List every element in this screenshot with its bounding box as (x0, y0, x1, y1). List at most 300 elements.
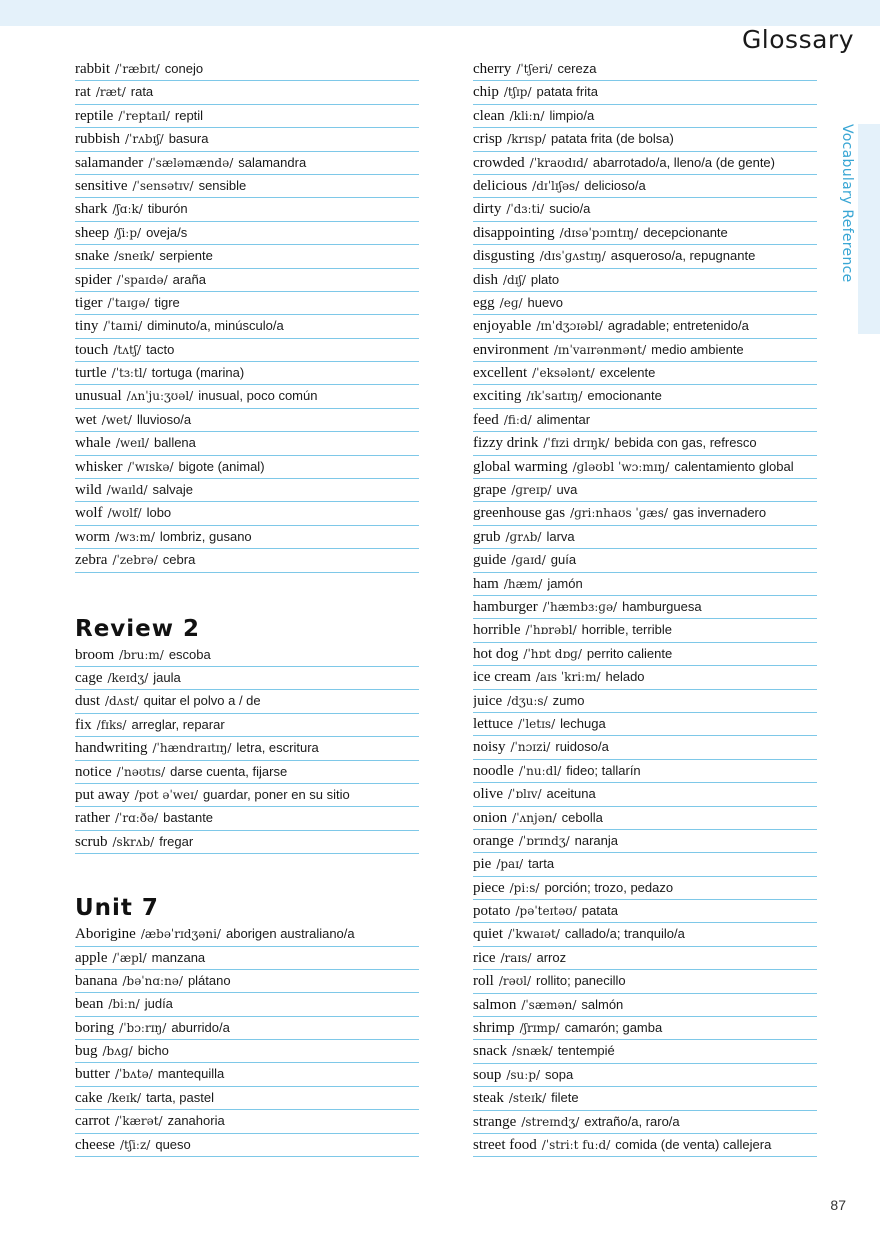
entry-word: ice cream (473, 669, 531, 686)
entry-pronunciation: /ˈsæmən/ (521, 997, 577, 1012)
entry-translation: calentamiento global (674, 458, 794, 474)
entry-pronunciation: /ˈɒlɪv/ (508, 787, 542, 802)
entry-word: whale (75, 435, 111, 452)
entry-translation: serpiente (159, 248, 213, 264)
entry-translation: salvaje (152, 482, 194, 498)
glossary-entry (473, 175, 817, 198)
entry-translation: tarta, pastel (146, 1089, 214, 1105)
glossary-entry (473, 830, 817, 853)
entry-translation: bastante (163, 810, 214, 826)
entry-pronunciation: /hæm/ (503, 576, 543, 591)
entry-pronunciation: /aɪs ˈkriːm/ (535, 670, 601, 685)
entry-word: carrot (75, 1113, 110, 1130)
entry-pronunciation: /ɡriːnhaʊs ˈɡæs/ (570, 506, 668, 521)
entry-pronunciation: /pʊt əˈweɪ/ (134, 787, 199, 802)
entry-pronunciation: /ˈrɑːðə/ (114, 811, 159, 826)
entry-translation: araña (172, 271, 206, 287)
entry-pronunciation: /ˈkraʊdɪd/ (529, 155, 588, 170)
entry-translation: arreglar, reparar (131, 716, 225, 732)
entry-word: grape (473, 482, 507, 499)
entry-translation: limpio/a (549, 107, 595, 123)
entry-word: handwriting (75, 740, 148, 757)
glossary-entry (473, 152, 817, 175)
glossary-entry (473, 807, 817, 830)
entry-pronunciation: /suːp/ (506, 1067, 541, 1082)
glossary-entry (75, 292, 419, 315)
entry-translation: huevo (527, 294, 563, 310)
entry-pronunciation: /sneɪk/ (114, 249, 155, 264)
entry-pronunciation: /krɪsp/ (507, 132, 546, 147)
entry-pronunciation: /skrʌb/ (112, 834, 155, 849)
entry-translation: aceituna (546, 786, 596, 802)
entry-word: dust (75, 693, 101, 710)
entry-word: clean (473, 107, 505, 124)
entry-pronunciation: /biːn/ (108, 997, 140, 1012)
entry-word: banana (75, 972, 118, 989)
entry-translation: judía (144, 996, 173, 1012)
glossary-entry (75, 947, 419, 970)
entry-pronunciation: /paɪ/ (496, 857, 524, 872)
entry-pronunciation: /dɪsˈɡʌstɪŋ/ (539, 249, 606, 264)
entry-word: exciting (473, 388, 522, 405)
entry-translation: lombriz, gusano (159, 528, 252, 544)
glossary-entry (75, 105, 419, 128)
entry-word: whisker (75, 458, 123, 475)
entry-translation: porción; trozo, pedazo (544, 879, 674, 895)
entry-pronunciation: /ˈsensətɪv/ (132, 178, 194, 193)
entry-word: crowded (473, 154, 525, 171)
entry-word: quiet (473, 926, 503, 943)
entry-translation: letra, escritura (236, 740, 319, 756)
entry-translation: escoba (168, 646, 211, 662)
entry-pronunciation: /piːs/ (509, 880, 540, 895)
entry-translation: extraño/a, raro/a (584, 1113, 680, 1129)
glossary-entry (75, 667, 419, 690)
entry-pronunciation: /tʃɪp/ (503, 85, 532, 100)
glossary-entry (75, 152, 419, 175)
entry-pronunciation: /dʌst/ (105, 694, 139, 709)
glossary-entry (473, 713, 817, 736)
glossary-entry (75, 1040, 419, 1063)
entry-word: orange (473, 832, 514, 849)
entry-pronunciation: /keɪk/ (107, 1090, 142, 1105)
entry-word: global warming (473, 458, 568, 475)
entry-translation: fideo; tallarín (566, 762, 641, 778)
entry-word: pie (473, 856, 492, 873)
glossary-entry (75, 714, 419, 737)
glossary-entry (473, 760, 817, 783)
entry-word: steak (473, 1090, 504, 1107)
entry-pronunciation: /ˈtaɪɡə/ (107, 295, 150, 310)
glossary-entry (473, 596, 817, 619)
entry-pronunciation: /ʃiːp/ (114, 225, 142, 240)
glossary-entry (473, 736, 817, 759)
entry-pronunciation: /ˈtʃeri/ (516, 62, 553, 76)
glossary-entry (473, 690, 817, 713)
glossary-entry (75, 993, 419, 1016)
glossary-entry (473, 994, 817, 1017)
entry-word: egg (473, 294, 495, 311)
entry-word: olive (473, 786, 503, 803)
glossary-entry (75, 362, 419, 385)
entry-word: horrible (473, 622, 521, 639)
glossary-entry (75, 81, 419, 104)
entry-word: lettuce (473, 715, 513, 732)
entry-word: snack (473, 1043, 508, 1060)
entry-translation: manzana (151, 949, 206, 965)
entry-word: fizzy drink (473, 435, 539, 452)
entry-translation: naranja (574, 832, 619, 848)
entry-pronunciation: /ˈʌnjən/ (512, 810, 557, 825)
glossary-entry (473, 923, 817, 946)
entry-translation: aborigen australiano/a (225, 926, 355, 942)
entry-list-unit7 (75, 923, 419, 1157)
entry-pronunciation: /wɜːm/ (115, 529, 155, 544)
entry-word: sheep (75, 224, 110, 241)
entry-pronunciation: /ˈbɔːrɪŋ/ (119, 1020, 167, 1035)
entry-pronunciation: /ɡreɪp/ (511, 483, 552, 498)
side-tab (858, 124, 880, 334)
entry-word: zebra (75, 552, 108, 569)
entry-word: roll (473, 973, 494, 990)
entry-word: rat (75, 84, 91, 101)
entry-translation: aburrido/a (171, 1019, 230, 1035)
entry-pronunciation: /ɪkˈsaɪtɪŋ/ (526, 389, 583, 404)
glossary-entry (473, 362, 817, 385)
entry-word: Aborigine (75, 926, 136, 943)
entry-pronunciation: /ˈnuːdl/ (518, 763, 562, 778)
entry-pronunciation: /ˈzebrə/ (112, 553, 158, 568)
entry-word: shrimp (473, 1020, 515, 1037)
entry-translation: uva (556, 482, 578, 498)
glossary-entry (473, 1017, 817, 1040)
entry-word: noodle (473, 762, 514, 779)
entry-pronunciation: /ɡaɪd/ (511, 553, 546, 568)
entry-translation: gas invernadero (672, 505, 767, 521)
glossary-entry (473, 222, 817, 245)
entry-word: greenhouse gas (473, 505, 566, 522)
glossary-entry (473, 643, 817, 666)
glossary-entry (473, 526, 817, 549)
entry-word: snake (75, 248, 110, 265)
entry-pronunciation: /ˈæpl/ (112, 950, 147, 965)
entry-word: disappointing (473, 224, 555, 241)
entry-translation: jamón (547, 575, 583, 591)
entry-translation: alimentar (536, 411, 591, 427)
glossary-entry (473, 81, 817, 104)
section-heading-review-2: Review 2 (75, 615, 201, 642)
entry-word: apple (75, 949, 108, 966)
entry-word: wild (75, 482, 102, 499)
glossary-entry (473, 339, 817, 362)
entry-translation: inusual, poco común (198, 388, 318, 404)
glossary-entry (473, 502, 817, 525)
entry-translation: excelente (599, 365, 656, 381)
section-heading-unit-7: Unit 7 (75, 895, 159, 922)
entry-word: bug (75, 1043, 98, 1060)
entry-pronunciation: /ˈbʌtə/ (115, 1067, 153, 1082)
entry-translation: fregar (159, 833, 194, 849)
entry-translation: tarta (528, 856, 555, 872)
glossary-entry (473, 853, 817, 876)
entry-pronunciation: /ˈeksələnt/ (532, 366, 595, 381)
entry-word: delicious (473, 177, 528, 194)
entry-word: bean (75, 996, 104, 1013)
entry-word: boring (75, 1019, 115, 1036)
entry-translation: callado/a; tranquilo/a (564, 926, 685, 942)
entry-pronunciation: /ˈɒrɪndʒ/ (518, 833, 570, 848)
entry-word: notice (75, 763, 112, 780)
entry-pronunciation: /ʃɑːk/ (112, 202, 143, 217)
entry-translation: tortuga (marina) (151, 365, 245, 381)
page-title: Glossary (741, 25, 854, 54)
glossary-entry (75, 1110, 419, 1133)
entry-word: reptile (75, 107, 114, 124)
entry-word: hamburger (473, 598, 538, 615)
entry-word: turtle (75, 365, 107, 382)
entry-list-review2 (75, 644, 419, 855)
entry-pronunciation: /wʊlf/ (107, 506, 142, 521)
glossary-entry (473, 269, 817, 292)
glossary-entry (473, 479, 817, 502)
entry-word: guide (473, 552, 507, 569)
entry-word: salamander (75, 154, 144, 171)
entry-translation: bebida con gas, refresco (614, 435, 757, 451)
entry-pronunciation: /dʒuːs/ (507, 693, 548, 708)
glossary-entry (75, 784, 419, 807)
glossary-entry (75, 549, 419, 572)
entry-pronunciation: /steɪk/ (508, 1091, 547, 1106)
entry-pronunciation: /ˈhɒrəbl/ (525, 623, 577, 638)
entry-word: potato (473, 903, 511, 920)
entry-word: ham (473, 575, 499, 592)
glossary-entry (473, 619, 817, 642)
glossary-entry (473, 877, 817, 900)
entry-translation: delicioso/a (584, 177, 646, 193)
entry-pronunciation: /weɪl/ (115, 436, 149, 451)
entry-pronunciation: /streɪndʒ/ (521, 1114, 580, 1129)
entry-pronunciation: /raɪs/ (500, 950, 532, 965)
entry-pronunciation: /bʌɡ/ (102, 1044, 133, 1059)
entry-translation: lluvioso/a (136, 411, 192, 427)
entry-pronunciation: /ʌnˈjuːʒʊəl/ (126, 389, 194, 404)
entry-translation: cereza (557, 61, 597, 76)
entry-translation: queso (155, 1136, 191, 1152)
entry-pronunciation: /ɪnˈdʒɔɪəbl/ (536, 319, 603, 334)
entry-translation: guía (550, 552, 577, 568)
entry-pronunciation: /ˈreptaɪl/ (118, 108, 170, 123)
glossary-entry (473, 1111, 817, 1134)
entry-translation: cebra (162, 552, 196, 568)
entry-pronunciation: /bəˈnɑːnə/ (122, 973, 183, 988)
entry-translation: tentempié (557, 1043, 615, 1059)
entry-translation: bigote (animal) (178, 458, 265, 474)
glossary-entry (473, 1064, 817, 1087)
entry-pronunciation: /kliːn/ (509, 108, 545, 123)
entry-word: rice (473, 949, 496, 966)
glossary-entry (473, 783, 817, 806)
glossary-entry (75, 970, 419, 993)
glossary-entry (473, 292, 817, 315)
entry-word: feed (473, 411, 499, 428)
entry-word: wet (75, 411, 97, 428)
entry-translation: zanahoria (167, 1113, 225, 1129)
glossary-entry (75, 923, 419, 946)
entry-pronunciation: /ˈtaɪni/ (103, 319, 143, 334)
glossary-entry (75, 245, 419, 268)
entry-translation: sopa (545, 1066, 574, 1082)
glossary-entry (75, 269, 419, 292)
entry-pronunciation: /ˈræbɪt/ (115, 62, 160, 76)
glossary-entry (75, 456, 419, 479)
entry-pronunciation: /ˈspaɪdə/ (116, 272, 168, 287)
entry-translation: ruidoso/a (555, 739, 609, 755)
entry-translation: rata (130, 84, 154, 100)
entry-word: sensitive (75, 177, 128, 194)
entry-pronunciation: /rəʊl/ (498, 974, 532, 989)
entry-word: put away (75, 786, 130, 803)
entry-list-unit6 (75, 58, 419, 573)
entry-word: chip (473, 84, 499, 101)
glossary-entry (75, 222, 419, 245)
entry-word: cage (75, 669, 103, 686)
glossary-entry (473, 58, 817, 81)
entry-pronunciation: /ˈfɪzi drɪŋk/ (543, 436, 610, 451)
glossary-entry (75, 198, 419, 221)
entry-word: dish (473, 271, 499, 288)
glossary-entry (473, 198, 817, 221)
entry-translation: arroz (536, 949, 567, 965)
entry-translation: cebolla (561, 809, 603, 825)
entry-word: cake (75, 1089, 103, 1106)
entry-translation: diminuto/a, minúsculo/a (147, 318, 284, 334)
entry-translation: medio ambiente (651, 341, 744, 357)
glossary-entry (75, 409, 419, 432)
glossary-entry (473, 432, 817, 455)
entry-pronunciation: /tʌtʃ/ (113, 342, 142, 357)
entry-word: rather (75, 810, 110, 827)
glossary-entry (75, 479, 419, 502)
entry-translation: quitar el polvo a / de (143, 693, 261, 709)
glossary-entry (75, 128, 419, 151)
entry-word: soup (473, 1066, 502, 1083)
glossary-entry (473, 970, 817, 993)
entry-pronunciation: /ˈsæləmændə/ (148, 155, 234, 170)
entry-pronunciation: /waɪld/ (106, 483, 148, 498)
entry-translation: tacto (146, 341, 175, 357)
entry-pronunciation: /tʃiːz/ (119, 1137, 151, 1152)
entry-word: juice (473, 692, 503, 709)
entry-word: salmon (473, 996, 517, 1013)
entry-translation: decepcionante (643, 224, 728, 240)
glossary-entry (75, 526, 419, 549)
entry-word: onion (473, 809, 508, 826)
glossary-entry (473, 947, 817, 970)
entry-translation: asqueroso/a, repugnante (610, 248, 756, 264)
entry-translation: sucio/a (549, 201, 591, 217)
entry-word: cherry (473, 61, 512, 77)
glossary-column-right (473, 58, 817, 1157)
entry-pronunciation: /ˈnɔɪzi/ (510, 740, 551, 755)
glossary-entry (473, 385, 817, 408)
entry-translation: conejo (164, 61, 204, 76)
entry-translation: plátano (187, 972, 231, 988)
entry-word: butter (75, 1066, 110, 1083)
entry-pronunciation: /ˈkærət/ (114, 1114, 163, 1129)
entry-pronunciation: /ˈnəʊtɪs/ (116, 764, 166, 779)
glossary-column-left (75, 58, 419, 1157)
glossary-entry (75, 385, 419, 408)
entry-pronunciation: /ˈhændraɪtɪŋ/ (152, 741, 232, 756)
entry-translation: filete (551, 1090, 579, 1106)
entry-translation: mantequilla (157, 1066, 225, 1082)
entry-translation: helado (605, 669, 645, 685)
glossary-entry (75, 58, 419, 81)
entry-word: street food (473, 1136, 537, 1153)
glossary-entry (473, 666, 817, 689)
entry-translation: agradable; entretenido/a (607, 318, 749, 334)
entry-pronunciation: /fɪks/ (96, 717, 127, 732)
entry-translation: ballena (153, 435, 196, 451)
entry-word: cheese (75, 1136, 115, 1153)
glossary-entry (75, 1134, 419, 1157)
glossary-entry (75, 831, 419, 854)
entry-translation: jaula (153, 669, 181, 685)
side-section-label: Vocabulary Reference (839, 124, 855, 283)
entry-translation: comida (de venta) callejera (615, 1136, 772, 1152)
glossary-entry (473, 573, 817, 596)
entry-pronunciation: /ˈwɪskə/ (127, 459, 174, 474)
entry-word: environment (473, 341, 549, 358)
entry-translation: tiburón (147, 201, 188, 217)
entry-translation: lechuga (560, 715, 606, 731)
glossary-entry (75, 1063, 419, 1086)
entry-word: noisy (473, 739, 506, 756)
entry-word: wolf (75, 505, 103, 522)
entry-word: crisp (473, 131, 503, 148)
entry-pronunciation: /dɪsəˈpɔɪntɪŋ/ (559, 225, 639, 240)
entry-pronunciation: /snæk/ (512, 1044, 553, 1059)
entry-word: tiny (75, 318, 99, 335)
entry-word: enjoyable (473, 318, 532, 335)
glossary-entry (473, 315, 817, 338)
entry-translation: camarón; gamba (564, 1020, 663, 1036)
entry-word: grub (473, 528, 501, 545)
glossary-entry (75, 1087, 419, 1110)
glossary-entry (75, 761, 419, 784)
entry-pronunciation: /ˈstriːt fuːd/ (541, 1137, 611, 1152)
entry-word: piece (473, 879, 505, 896)
entry-pronunciation: /ˈletɪs/ (517, 716, 556, 731)
entry-pronunciation: /ˈrʌbɪʃ/ (125, 132, 164, 147)
entry-word: spider (75, 271, 112, 288)
entry-pronunciation: /ɡrʌb/ (505, 529, 542, 544)
entry-pronunciation: /keɪdʒ/ (107, 670, 149, 685)
entry-pronunciation: /ræt/ (95, 85, 126, 100)
entry-word: dirty (473, 201, 502, 218)
entry-word: excellent (473, 365, 528, 382)
entry-translation: darse cuenta, fijarse (170, 763, 288, 779)
glossary-entry (473, 105, 817, 128)
entry-translation: basura (168, 131, 209, 147)
page-number: 87 (830, 1197, 846, 1213)
glossary-entry (75, 432, 419, 455)
entry-word: strange (473, 1113, 517, 1130)
entry-translation: perrito caliente (586, 645, 673, 661)
entry-pronunciation: /ˈtɜːtl/ (111, 366, 147, 381)
glossary-entry (473, 549, 817, 572)
entry-translation: salamandra (238, 154, 307, 170)
